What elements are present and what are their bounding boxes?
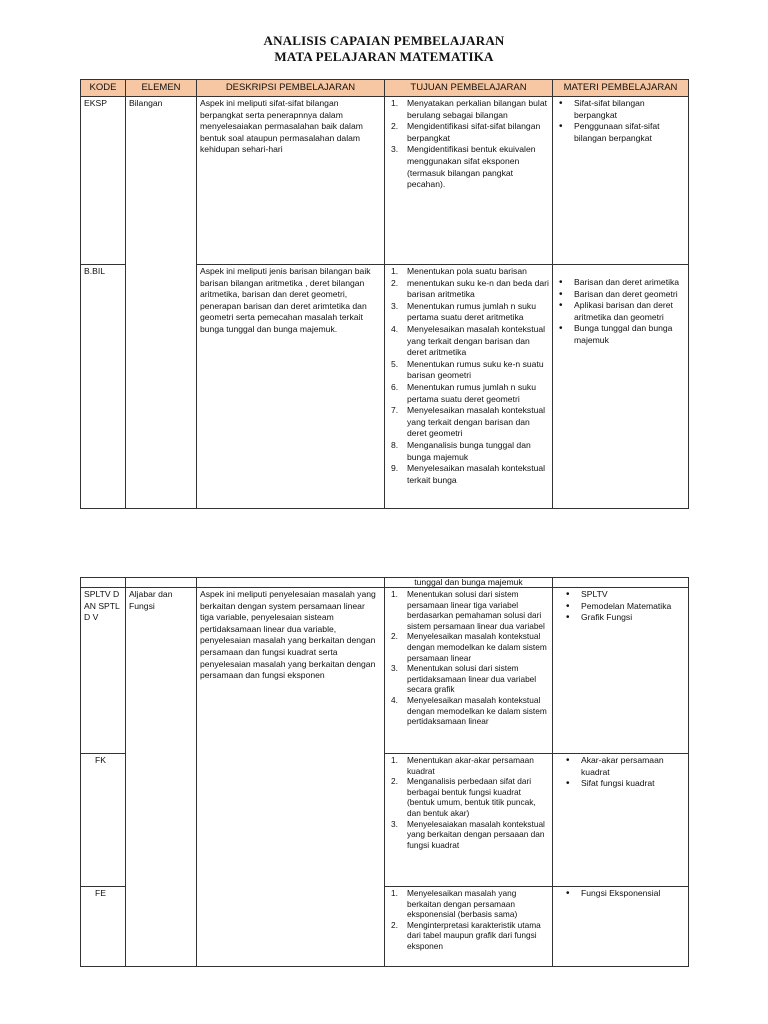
tujuan-item: 4. Menyelesaikan masalah kontekstual yang terkait dengan barisan dan deret aritmetika (388, 324, 549, 359)
tujuan-item: 8. Menganalisis bunga tunggal dan bunga majemuk (388, 440, 549, 463)
materi-item: • Aplikasi barisan dan deret aritmetika dan geometri (556, 300, 685, 323)
tujuan-item: 1. Menyatakan perkalian bilangan bulat berulang sebagai bilangan (388, 98, 549, 121)
tujuan-item: 3. Menyelesaiakan masalah kontekstual yang berkaitan dengan persaaan dan fungsi kuadrat (388, 819, 549, 851)
continuation-row (81, 578, 689, 588)
elemen-cell: Aljabar dan Fungsi (126, 588, 197, 967)
materi-cell (553, 588, 689, 754)
tujuan-cell (385, 97, 553, 265)
tujuan-cell (385, 887, 553, 967)
materi-item: • Bunga tunggal dan bunga majemuk (556, 323, 685, 346)
document-subtitle: MATA PELAJARAN MATEMATIKA (274, 49, 494, 64)
kode-cell: B.BIL (81, 265, 126, 509)
table-header-row (81, 80, 689, 97)
materi-item: • Pemodelan Matematika (556, 601, 685, 613)
tujuan-cell (385, 265, 553, 509)
tujuan-item: 7. Menyelesaikan masalah kontekstual yang terkait dengan barisan dan deret geometri (388, 405, 549, 440)
empty-cell (126, 578, 197, 588)
tujuan-item: 2. Mengidentifikasi sifat-sifat bilangan berpangkat (388, 121, 549, 144)
analysis-table-1 (80, 79, 689, 509)
tujuan-item: 2. Menyelesaikan masalah kontekstual dengan memodelkan ke dalam sistem persamaan linear (388, 631, 549, 663)
header-deskripsi: DESKRIPSI PEMBELAJARAN (197, 80, 385, 97)
tujuan-cell (385, 588, 553, 754)
materi-item: • SPLTV (556, 589, 685, 601)
elemen-cell: Bilangan (126, 97, 197, 509)
tujuan-item: 1. Menentukan solusi dari sistem persamaan linear tiga variabel berdasarkan pemahaman solusi dari sistem persamaan linear dua variabel (388, 589, 549, 631)
empty-cell (81, 578, 126, 588)
kode-cell: FK (81, 754, 126, 887)
materi-cell (553, 754, 689, 887)
materi-item: • Barisan dan deret arimetika (556, 277, 685, 289)
tujuan-item: 6. Menentukan rumus jumlah n suku pertama suatu deret geometri (388, 382, 549, 405)
kode-cell: FE (81, 887, 126, 967)
empty-cell (553, 578, 689, 588)
document-title: ANALISIS CAPAIAN PEMBELAJARAN (263, 33, 505, 48)
tujuan-item: 5. Menentukan rumus suku ke-n suatu barisan geometri (388, 359, 549, 382)
tujuan-item: 3. Menentukan solusi dari sistem pertidaksamaan linear dua variabel secara grafik (388, 663, 549, 695)
tujuan-item: 4. Menyelesaikan masalah kontekstual dengan memodelkan ke dalam sistem pertidaksamaan linear (388, 695, 549, 727)
materi-item: • Sifat fungsi kuadrat (556, 778, 685, 790)
tujuan-item: 1. Menentukan pola suatu barisan (388, 266, 549, 278)
empty-cell (197, 578, 385, 588)
tujuan-item: 1. Menentukan akar-akar persamaan kuadrat (388, 755, 549, 776)
tujuan-item: 2. Menginterpretasi karakteristik utama dari tabel maupun grafik dari fungsi eksponen (388, 920, 549, 952)
tujuan-item: 9. Menyelesaikan masalah kontekstual terkait bunga (388, 463, 549, 486)
tujuan-item: 1. Menyelesaikan masalah yang berkaitan dengan persamaan eksponensial (berbasis sama) (388, 888, 549, 920)
materi-item: • Akar-akar persamaan kuadrat (556, 755, 685, 778)
materi-cell (553, 265, 689, 509)
header-materi: MATERI PEMBELAJARAN (553, 80, 689, 97)
kode-cell: SPLTV DAN SPTLD V (81, 588, 126, 754)
materi-item: • Fungsi Eksponensial (556, 888, 685, 900)
deskripsi-cell: Aspek ini meliputi jenis barisan bilangan baik barisan bilangan aritmetika , deret bilangan aritmetika, barisan dan deret geometri, penerapan barisan dan deret arimtetika dan geometri serta pemecahan masalah terkait bunga tunggal dan bunga majemuk. (197, 265, 385, 509)
deskripsi-cell: Aspek ini meliputi penyelesaian masalah yang berkaitan dengan system persamaan linear tiga variable, penyelesaian sisteam pertidaksamaan linear dua variable, penyelesaian masalah yang berkaitan dengan persamaan dan fungsi kuadrat serta penyelesaian masalah yang berkaitan dengan persamaan dan fungsi eksponen (197, 588, 385, 967)
materi-cell (553, 97, 689, 265)
tujuan-item: 2. menentukan suku ke-n dan beda dari barisan aritmetika (388, 278, 549, 301)
table-row-eksp (81, 97, 689, 265)
deskripsi-cell: Aspek ini meliputi sifat-sifat bilangan berpangkat serta penerapnnya dalam menyelesaiakan permasalahan baik dalam bentuk soal ataupun permasalahan dalam kehidupan sehari-hari (197, 97, 385, 265)
tujuan-item: 3. Mengidentifikasi bentuk ekuivalen menggunakan sifat eksponen (termasuk bilangan pangkat pecahan). (388, 144, 549, 190)
table-row-spltv (81, 588, 689, 754)
continuation-text: tunggal dan bunga majemuk (385, 578, 553, 588)
kode-cell: EKSP (81, 97, 126, 265)
header-tujuan: TUJUAN PEMBELAJARAN (385, 80, 553, 97)
materi-cell (553, 887, 689, 967)
tujuan-item: 2. Menganalisis perbedaan sifat dari berbagai bentuk fungsi kuadrat (bentuk umum, bentuk titik puncak, dan bentuk akar) (388, 776, 549, 818)
materi-item: • Barisan dan deret geometri (556, 289, 685, 301)
materi-item: • Penggunaan sifat-sifat bilangan berpangkat (556, 121, 685, 144)
tujuan-cell (385, 754, 553, 887)
header-kode: KODE (81, 80, 126, 97)
analysis-table-2 (80, 577, 689, 967)
tujuan-item: 3. Menentukan rumus jumlah n suku pertama suatu deret aritmetika (388, 301, 549, 324)
materi-item: • Sifat-sifat bilangan berpangkat (556, 98, 685, 121)
materi-item: • Grafik Fungsi (556, 612, 685, 624)
header-elemen: ELEMEN (126, 80, 197, 97)
